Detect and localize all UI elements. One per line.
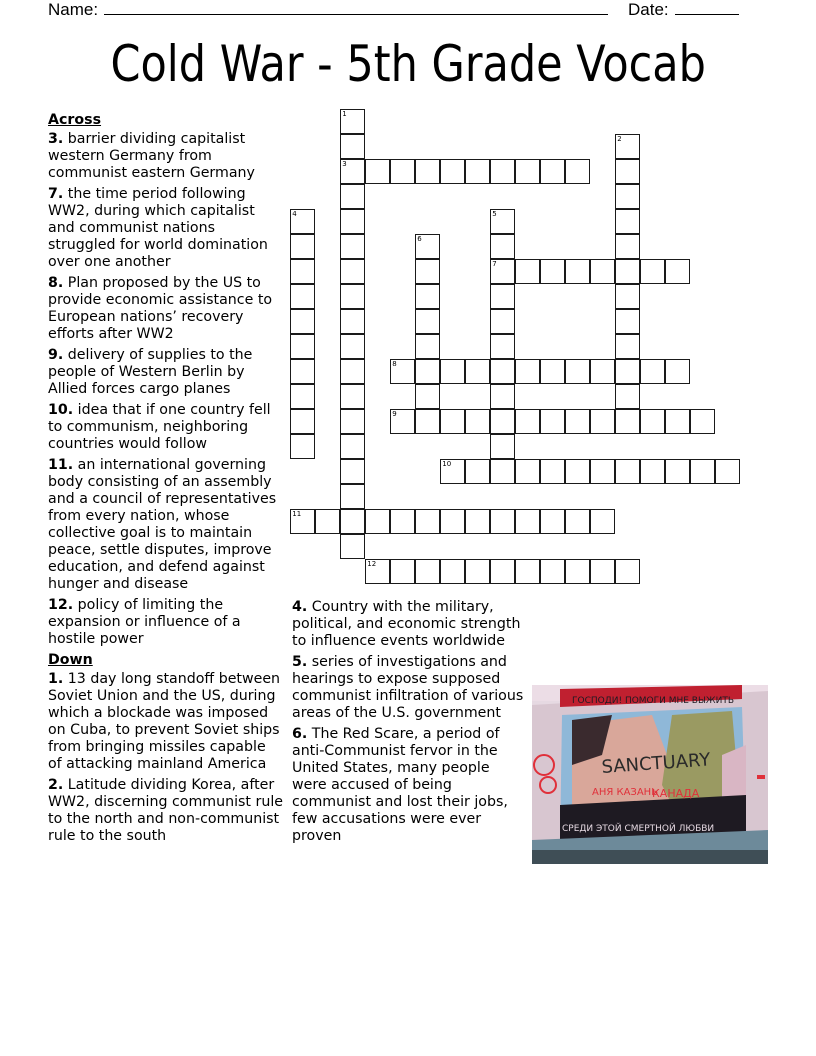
- clue-text: series of investigations and hearings to expose supposed communist infiltration of various areas of the U.S. government: [292, 654, 524, 721]
- grid-cell[interactable]: [490, 159, 515, 184]
- grid-cell[interactable]: [340, 459, 365, 484]
- clue-number: 8.: [48, 275, 64, 291]
- grid-cell[interactable]: [565, 459, 590, 484]
- clue-number: 11.: [48, 457, 74, 473]
- grid-cell[interactable]: [615, 184, 640, 209]
- svg-text:АНЯ КАЗАНЬ: АНЯ КАЗАНЬ: [592, 787, 659, 798]
- grid-cell[interactable]: [590, 359, 615, 384]
- grid-cell[interactable]: [615, 409, 640, 434]
- grid-cell[interactable]: [365, 159, 390, 184]
- berlin-wall-mural-image: [532, 685, 768, 864]
- grid-cell[interactable]: [615, 459, 640, 484]
- grid-cell[interactable]: [365, 559, 390, 584]
- grid-cell[interactable]: [590, 409, 615, 434]
- grid-cell[interactable]: [490, 234, 515, 259]
- grid-cell[interactable]: [440, 559, 465, 584]
- svg-text:ГОСПОДИ! ПОМОГИ МНЕ ВЫЖИТЬ: ГОСПОДИ! ПОМОГИ МНЕ ВЫЖИТЬ: [572, 696, 735, 706]
- grid-cell[interactable]: [540, 409, 565, 434]
- across-clue-8: [48, 275, 283, 343]
- grid-cell[interactable]: [290, 284, 315, 309]
- grid-cell[interactable]: [640, 459, 665, 484]
- grid-cell[interactable]: [490, 384, 515, 409]
- grid-cell[interactable]: [390, 509, 415, 534]
- grid-cell[interactable]: [340, 184, 365, 209]
- grid-cell[interactable]: [340, 159, 365, 184]
- grid-cell[interactable]: [665, 259, 690, 284]
- grid-cell[interactable]: [615, 134, 640, 159]
- grid-cell[interactable]: [390, 359, 415, 384]
- grid-cell[interactable]: [565, 559, 590, 584]
- clue-number: 6.: [292, 726, 308, 742]
- grid-cell[interactable]: [615, 334, 640, 359]
- name-field[interactable]: [48, 0, 608, 20]
- grid-cell[interactable]: [565, 159, 590, 184]
- grid-cell[interactable]: [290, 509, 315, 534]
- clue-text: Country with the military, political, and economic strength to influence events worldwide: [292, 599, 521, 649]
- across-clue-12: [48, 597, 283, 648]
- grid-cell[interactable]: [340, 334, 365, 359]
- grid-cell[interactable]: [340, 484, 365, 509]
- grid-cell[interactable]: [415, 309, 440, 334]
- clue-text: the time period following WW2, during which capitalist and communist nations struggled for world domination over one another: [48, 186, 268, 270]
- cell-number: 1: [342, 110, 347, 119]
- date-blank-line[interactable]: [675, 0, 739, 15]
- grid-cell[interactable]: [690, 459, 715, 484]
- grid-cell[interactable]: [490, 559, 515, 584]
- clue-number: 7.: [48, 186, 64, 202]
- grid-cell[interactable]: [565, 509, 590, 534]
- grid-cell[interactable]: [340, 259, 365, 284]
- berlin-wall-photo: [532, 685, 768, 864]
- grid-cell[interactable]: [615, 259, 640, 284]
- grid-cell[interactable]: [615, 384, 640, 409]
- grid-cell[interactable]: [415, 259, 440, 284]
- grid-cell[interactable]: [490, 359, 515, 384]
- clues-middle-column: [292, 599, 528, 849]
- grid-cell[interactable]: [515, 359, 540, 384]
- grid-cell[interactable]: [515, 159, 540, 184]
- grid-cell[interactable]: [490, 334, 515, 359]
- grid-cell[interactable]: [590, 559, 615, 584]
- grid-cell[interactable]: [590, 509, 615, 534]
- grid-cell[interactable]: [315, 509, 340, 534]
- grid-cell[interactable]: [465, 509, 490, 534]
- grid-cell[interactable]: [540, 159, 565, 184]
- down-clue-1: [48, 671, 283, 773]
- grid-cell[interactable]: [640, 359, 665, 384]
- date-field[interactable]: [628, 0, 739, 20]
- grid-cell[interactable]: [415, 559, 440, 584]
- grid-cell[interactable]: [465, 459, 490, 484]
- grid-cell[interactable]: [290, 409, 315, 434]
- cell-number: 10: [442, 460, 452, 469]
- clue-number: 10.: [48, 402, 74, 418]
- grid-cell[interactable]: [390, 409, 415, 434]
- grid-cell[interactable]: [615, 234, 640, 259]
- down-clue-4: [292, 599, 528, 650]
- across-clue-7: [48, 186, 283, 271]
- grid-cell[interactable]: [540, 559, 565, 584]
- grid-cell[interactable]: [340, 234, 365, 259]
- grid-cell[interactable]: [440, 359, 465, 384]
- grid-cell[interactable]: [565, 359, 590, 384]
- across-clue-9: [48, 347, 283, 398]
- svg-text:SANCTUARY: SANCTUARY: [600, 749, 712, 778]
- grid-cell[interactable]: [415, 384, 440, 409]
- grid-cell[interactable]: [565, 409, 590, 434]
- grid-cell[interactable]: [390, 559, 415, 584]
- date-label: Date:: [628, 0, 669, 19]
- grid-cell[interactable]: [340, 509, 365, 534]
- grid-cell[interactable]: [340, 359, 365, 384]
- grid-cell[interactable]: [640, 259, 665, 284]
- grid-cell[interactable]: [490, 434, 515, 459]
- grid-cell[interactable]: [615, 309, 640, 334]
- grid-cell[interactable]: [540, 259, 565, 284]
- grid-cell[interactable]: [615, 209, 640, 234]
- page-title-container: [0, 34, 816, 94]
- grid-cell[interactable]: [290, 234, 315, 259]
- grid-cell[interactable]: [490, 209, 515, 234]
- grid-cell[interactable]: [440, 509, 465, 534]
- name-label: Name:: [48, 0, 99, 19]
- clues-left-column: [48, 112, 283, 849]
- grid-cell[interactable]: [340, 309, 365, 334]
- grid-cell[interactable]: [290, 434, 315, 459]
- grid-cell[interactable]: [440, 459, 465, 484]
- across-clue-10: [48, 402, 283, 453]
- grid-cell[interactable]: [640, 409, 665, 434]
- grid-cell[interactable]: [515, 459, 540, 484]
- down-clue-list-continued: [292, 599, 528, 845]
- grid-cell[interactable]: [615, 159, 640, 184]
- cell-number: 11: [292, 510, 302, 519]
- grid-cell[interactable]: [515, 259, 540, 284]
- clue-number: 5.: [292, 654, 308, 670]
- grid-cell[interactable]: [490, 459, 515, 484]
- grid-cell[interactable]: [490, 409, 515, 434]
- grid-cell[interactable]: [415, 159, 440, 184]
- clue-text: policy of limiting the expansion or influence of a hostile power: [48, 597, 241, 647]
- grid-cell[interactable]: [290, 359, 315, 384]
- grid-cell[interactable]: [440, 159, 465, 184]
- grid-cell[interactable]: [365, 509, 390, 534]
- grid-cell[interactable]: [340, 384, 365, 409]
- cell-number: 8: [392, 360, 397, 369]
- grid-cell[interactable]: [465, 559, 490, 584]
- grid-cell[interactable]: [465, 159, 490, 184]
- cell-number: 12: [367, 560, 377, 569]
- across-clue-3: [48, 131, 283, 182]
- clue-text: an international governing body consisting of an assembly and a council of representatives from every nation, whose collective goal is to maintain peace, settle disputes, improve education, and defend against hunger and disease: [48, 457, 277, 592]
- cell-number: 9: [392, 410, 397, 419]
- grid-cell[interactable]: [615, 559, 640, 584]
- clue-text: delivery of supplies to the people of Western Berlin by Allied forces cargo planes: [48, 347, 253, 397]
- clue-text: 13 day long standoff between Soviet Union and the US, during which a blockade was imposed on Cuba, to prevent Soviet ships from bringing missiles capable of attacking mainland America: [48, 671, 281, 772]
- grid-cell[interactable]: [540, 509, 565, 534]
- grid-cell[interactable]: [340, 209, 365, 234]
- grid-cell[interactable]: [340, 409, 365, 434]
- grid-cell[interactable]: [465, 359, 490, 384]
- clue-text: The Red Scare, a period of anti-Communist fervor in the United States, many people were accused of being communist and lost their jobs, few accusations were ever proven: [292, 726, 508, 844]
- cell-number: 5: [492, 210, 497, 219]
- grid-cell[interactable]: [340, 134, 365, 159]
- clue-number: 4.: [292, 599, 308, 615]
- grid-cell[interactable]: [615, 359, 640, 384]
- svg-text:КАНАДА: КАНАДА: [652, 787, 700, 800]
- grid-cell[interactable]: [290, 209, 315, 234]
- down-clue-2: [48, 777, 283, 845]
- clue-text: barrier dividing capitalist western Germany from communist eastern Germany: [48, 131, 255, 181]
- grid-cell[interactable]: [590, 259, 615, 284]
- clue-number: 2.: [48, 777, 64, 793]
- cell-number: 4: [292, 210, 297, 219]
- clue-text: idea that if one country fell to communism, neighboring countries would follow: [48, 402, 271, 452]
- across-clue-list: [48, 131, 283, 648]
- clue-number: 12.: [48, 597, 74, 613]
- down-clue-5: [292, 654, 528, 722]
- down-heading: Down: [48, 652, 93, 668]
- grid-cell[interactable]: [290, 334, 315, 359]
- grid-cell[interactable]: [615, 284, 640, 309]
- grid-cell[interactable]: [540, 359, 565, 384]
- grid-cell[interactable]: [415, 234, 440, 259]
- grid-cell[interactable]: [415, 284, 440, 309]
- grid-cell[interactable]: [390, 159, 415, 184]
- svg-text:СРЕДИ ЭТОЙ СМЕРТНОЙ ЛЮБВИ: СРЕДИ ЭТОЙ СМЕРТНОЙ ЛЮБВИ: [562, 824, 715, 834]
- across-heading: Across: [48, 112, 102, 128]
- cell-number: 2: [617, 135, 622, 144]
- grid-cell[interactable]: [490, 259, 515, 284]
- grid-cell[interactable]: [565, 259, 590, 284]
- clue-number: 9.: [48, 347, 64, 363]
- grid-cell[interactable]: [515, 559, 540, 584]
- grid-cell[interactable]: [715, 459, 740, 484]
- down-clue-6: [292, 726, 528, 845]
- clue-text: Latitude dividing Korea, after WW2, discerning communist rule to the north and non-communist rule to the south: [48, 777, 284, 844]
- grid-cell[interactable]: [490, 309, 515, 334]
- grid-cell[interactable]: [290, 309, 315, 334]
- page-title: Cold War - 5th Grade Vocab: [110, 35, 706, 93]
- grid-cell[interactable]: [490, 509, 515, 534]
- grid-cell[interactable]: [665, 409, 690, 434]
- grid-cell[interactable]: [340, 534, 365, 559]
- clue-number: 3.: [48, 131, 64, 147]
- grid-cell[interactable]: [290, 259, 315, 284]
- grid-cell[interactable]: [540, 459, 565, 484]
- grid-cell[interactable]: [415, 409, 440, 434]
- grid-cell[interactable]: [515, 409, 540, 434]
- grid-cell[interactable]: [440, 409, 465, 434]
- name-blank-line[interactable]: [104, 0, 608, 15]
- grid-cell[interactable]: [690, 409, 715, 434]
- grid-cell[interactable]: [665, 359, 690, 384]
- grid-cell[interactable]: [415, 509, 440, 534]
- grid-cell[interactable]: [465, 409, 490, 434]
- grid-cell[interactable]: [340, 109, 365, 134]
- grid-cell[interactable]: [290, 384, 315, 409]
- grid-cell[interactable]: [515, 509, 540, 534]
- grid-cell[interactable]: [490, 284, 515, 309]
- grid-cell[interactable]: [590, 459, 615, 484]
- grid-cell[interactable]: [340, 284, 365, 309]
- cell-number: 6: [417, 235, 422, 244]
- clue-text: Plan proposed by the US to provide economic assistance to European nations’ recovery efforts after WW2: [48, 275, 273, 342]
- grid-cell[interactable]: [340, 434, 365, 459]
- grid-cell[interactable]: [415, 334, 440, 359]
- cell-number: 7: [492, 260, 497, 269]
- down-clue-list: [48, 671, 283, 845]
- cell-number: 3: [342, 160, 347, 169]
- clue-number: 1.: [48, 671, 64, 687]
- across-clue-11: [48, 457, 283, 593]
- grid-cell[interactable]: [665, 459, 690, 484]
- grid-cell[interactable]: [415, 359, 440, 384]
